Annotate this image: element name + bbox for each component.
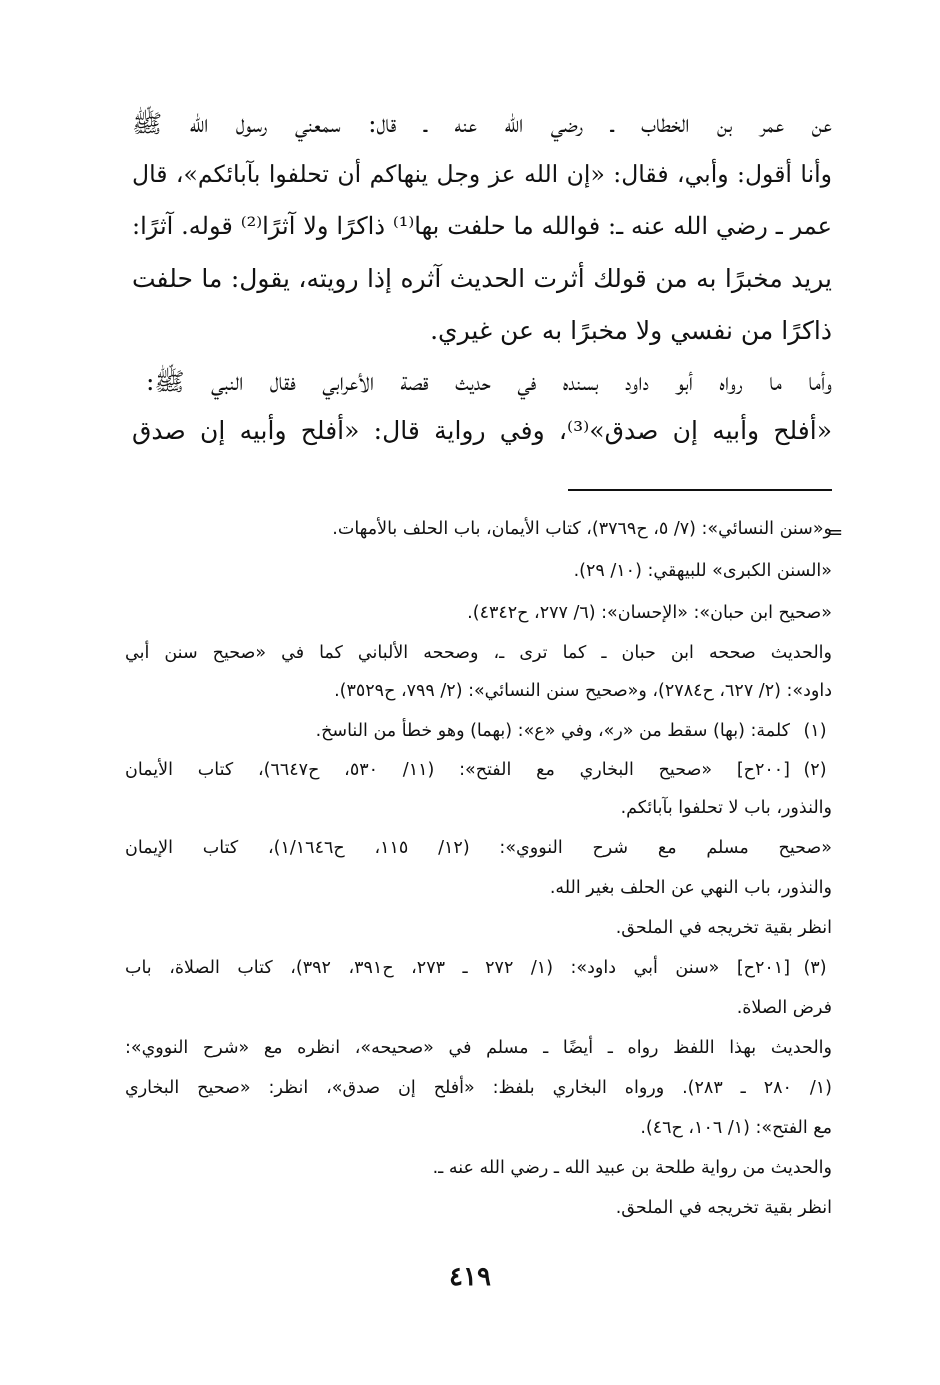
footnote-3-line-4: (١/ ٢٨٠ ـ ٢٨٣). ورواه البخاري بلفظ: «أفلح إن صدق»، انظر: «صحيح البخاري (125, 1078, 832, 1098)
continuation-marker: = (828, 522, 844, 543)
footnote-2-line-2: والنذور، باب لا تحلفوا بآبائكم. (620, 798, 832, 818)
footnote-3-line-5: مع الفتح»: (١/ ١٠٦، ح٤٦). (640, 1118, 832, 1138)
footnote-3-line-6: والحديث من رواية طلحة بن عبيد الله ـ رضي الله عنه ـ. (432, 1158, 832, 1178)
footnote-1-line-1: كلمة: (بها) سقط من «ر»، وفي «ع»: (بهما) وهو خطأ من الناسخ. (315, 721, 790, 741)
footnote-continuation-line-2: «السنن الكبرى» للبيهقي: (١٠/ ٢٩). (573, 561, 832, 581)
footnote-continuation-line-4: والحديث صححه ابن حبان ـ كما ترى ـ، وصححه الألباني كما في «صحيح سنن أبي (125, 643, 832, 663)
footnote-divider (568, 489, 832, 491)
footnote-continuation-line-1: و«سنن النسائي»: (٧/ ٥، ح٣٧٦٩)، كتاب الأيمان، باب الحلف بالأمهات. (332, 519, 832, 539)
footnote-3-line-3: والحديث بهذا اللفظ رواه ـ أيضًا ـ مسلم في «صحيحه»، انظره مع «شرح النووي»: (125, 1038, 832, 1058)
main-text-line-2: وأنا أقول: وأبي، فقال: «إن الله عز وجل ينهاكم أن تحلفوا بآبائكم»، قال (132, 160, 832, 188)
footnote-2-line-3: «صحيح مسلم مع شرح النووي»: (١٢/ ١١٥، ح١/١٦٤٦)، كتاب الإيمان (125, 838, 832, 858)
footnote-3-line-1: [٢٠١ح] «سنن أبي داود»: (١/ ٢٧٢ ـ ٢٧٣، ح٣٩١، ٣٩٢)، كتاب الصلاة، باب (125, 958, 791, 978)
main-text-line-1: عن عمر بن الخطاب ـ رضي الله عنه ـ قال: سمعني رسول الله ﷺ (132, 109, 832, 138)
footnote-number-2: (٢) (803, 760, 827, 780)
footnote-2-line-5: انظر بقية تخريجه في الملحق. (615, 918, 832, 938)
main-text-line-4: يريد مخبرًا به من قولك أثرت الحديث آثره إذا رويته، يقول: ما حلفت (132, 264, 832, 293)
main-text-line-5: ذاكرًا من نفسي ولا مخبرًا به عن غيري. (430, 316, 832, 345)
footnote-number-3: (٣) (803, 958, 827, 978)
footnote-3-line-7: انظر بقية تخريجه في الملحق. (615, 1198, 832, 1218)
main-text-line-3: عمر ـ رضي الله عنه ـ: فوالله ما حلفت بها⁽¹⁾ ذاكرًا ولا آثرًا⁽²⁾ قوله. آثرًا: (132, 212, 833, 240)
footnote-2-line-4: والنذور، باب النهي عن الحلف بغير الله. (549, 878, 832, 898)
main-text-line-6: وأما ما رواه أبو داود بسنده في حديث قصة الأعرابي فقال النبي ﷺ: (146, 367, 832, 396)
footnote-3-line-2: فرض الصلاة. (736, 998, 832, 1018)
footnote-continuation-line-3: «صحيح ابن حبان»: «الإحسان»: (٦/ ٢٧٧، ح٤٣٤٢). (467, 603, 832, 623)
page-number: ٤١٩ (449, 1262, 491, 1292)
footnote-number-1: (١) (803, 721, 827, 741)
footnote-2-line-1: [٢٠٠ح] «صحيح البخاري مع الفتح»: (١١/ ٥٣٠، ح٦٦٤٧)، كتاب الأيمان (125, 760, 790, 780)
footnote-continuation-line-5: داود»: (٢/ ٦٢٧، ح٢٧٨٤)، و«صحيح سنن النسائي»: (٢/ ٧٩٩، ح٣٥٢٩). (334, 681, 832, 701)
main-text-line-7: «أفلح وأبيه إن صدق»⁽³⁾، وفي رواية قال: «أفلح وأبيه إن صدق (132, 416, 832, 445)
